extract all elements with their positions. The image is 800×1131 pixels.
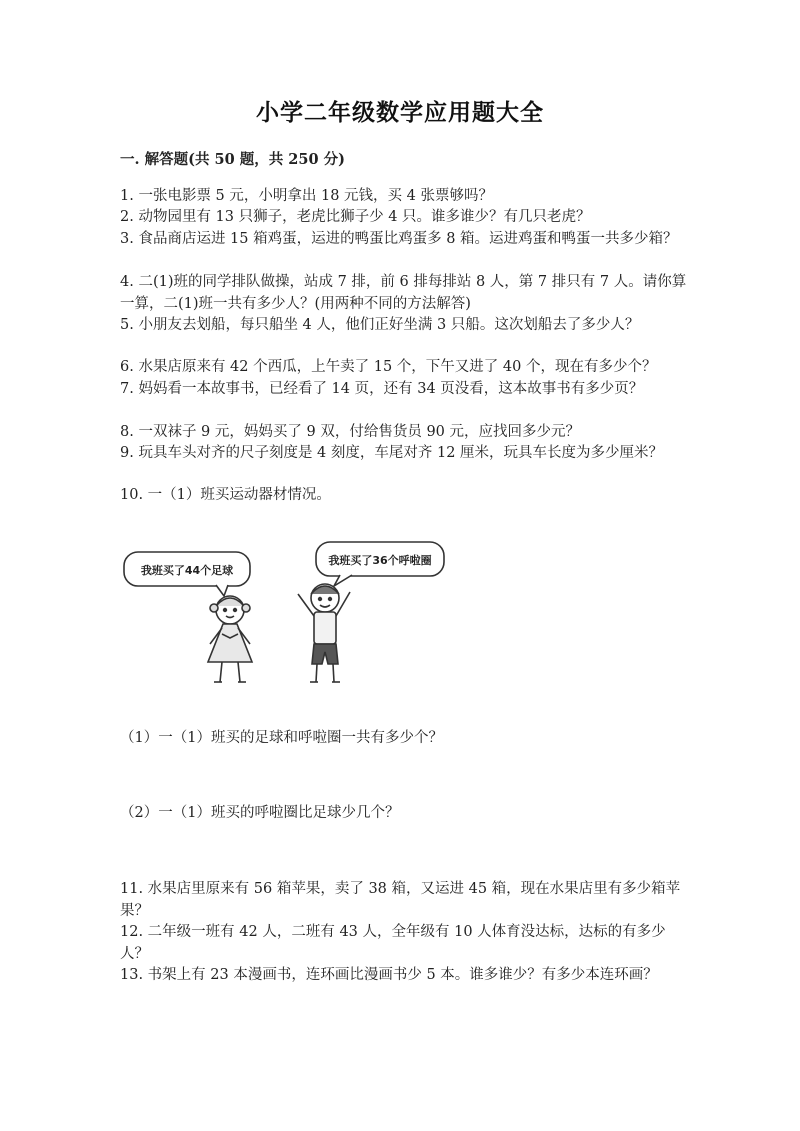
girl-speech-bubble	[124, 552, 250, 596]
boy-figure	[298, 584, 350, 682]
question-6: 6. 水果店原来有 42 个西瓜，上午卖了 15 个，下午又进了 40 个，现在有多少个？	[120, 359, 657, 375]
boy-bubble-text: 我班买了36个呼啦圈	[328, 554, 432, 567]
question-13: 13. 书架上有 23 本漫画书，连环画比漫画书少 5 本。谁多谁少？有多少本连环画？	[120, 967, 658, 983]
question-11: 11. 水果店里原来有 56 箱苹果，卖了 38 箱，又运进 45 箱，现在水果店里有多少箱苹果？	[120, 881, 681, 919]
question-5: 5. 小朋友去划船，每只船坐 4 人，他们正好坐满 3 只船。这次划船去了多少人？	[120, 317, 640, 333]
question-1: 1. 一张电影票 5 元，小明拿出 18 元钱，买 4 张票够吗？	[120, 188, 493, 204]
question-12: 12. 二年级一班有 42 人，二班有 43 人，全年级有 10 人体育没达标，达标的有多少人？	[120, 924, 666, 962]
sub-question-2: （2）一（1）班买的呼啦圈比足球少几个？	[120, 805, 400, 821]
question-3: 3. 食品商店运进 15 箱鸡蛋，运进的鸭蛋比鸡蛋多 8 箱。运进鸡蛋和鸭蛋一共多少箱？	[120, 231, 678, 247]
boy-speech-bubble	[316, 542, 444, 586]
question-4: 4. 二(1)班的同学排队做操，站成 7 排，前 6 排每排站 8 人，第 7 排只有 7 人。请你算一算，二(1)班一共有多少人？(用两种不同的方法解答)	[120, 274, 687, 312]
question-7: 7. 妈妈看一本故事书，已经看了 14 页，还有 34 页没看，这本故事书有多少页？	[120, 381, 644, 397]
girl-figure	[208, 596, 252, 682]
children-illustration	[120, 538, 460, 688]
section-heading: 一. 解答题(共 50 题，共 250 分)	[120, 151, 345, 168]
question-8: 8. 一双袜子 9 元，妈妈买了 9 双，付给售货员 90 元，应找回多少元？	[120, 424, 580, 440]
question-2: 2. 动物园里有 13 只狮子，老虎比狮子少 4 只。谁多谁少？有几只老虎？	[120, 209, 591, 225]
sub-question-1: （1）一（1）班买的足球和呼啦圈一共有多少个？	[120, 730, 443, 746]
question-9: 9. 玩具车头对齐的尺子刻度是 4 刻度，车尾对齐 12 厘米，玩具车长度为多少厘米？	[120, 445, 664, 461]
girl-bubble-text: 我班买了44个足球	[140, 564, 234, 577]
question-10: 10. 一（1）班买运动器材情况。	[120, 487, 331, 503]
page-title: 小学二年级数学应用题大全	[256, 99, 544, 126]
